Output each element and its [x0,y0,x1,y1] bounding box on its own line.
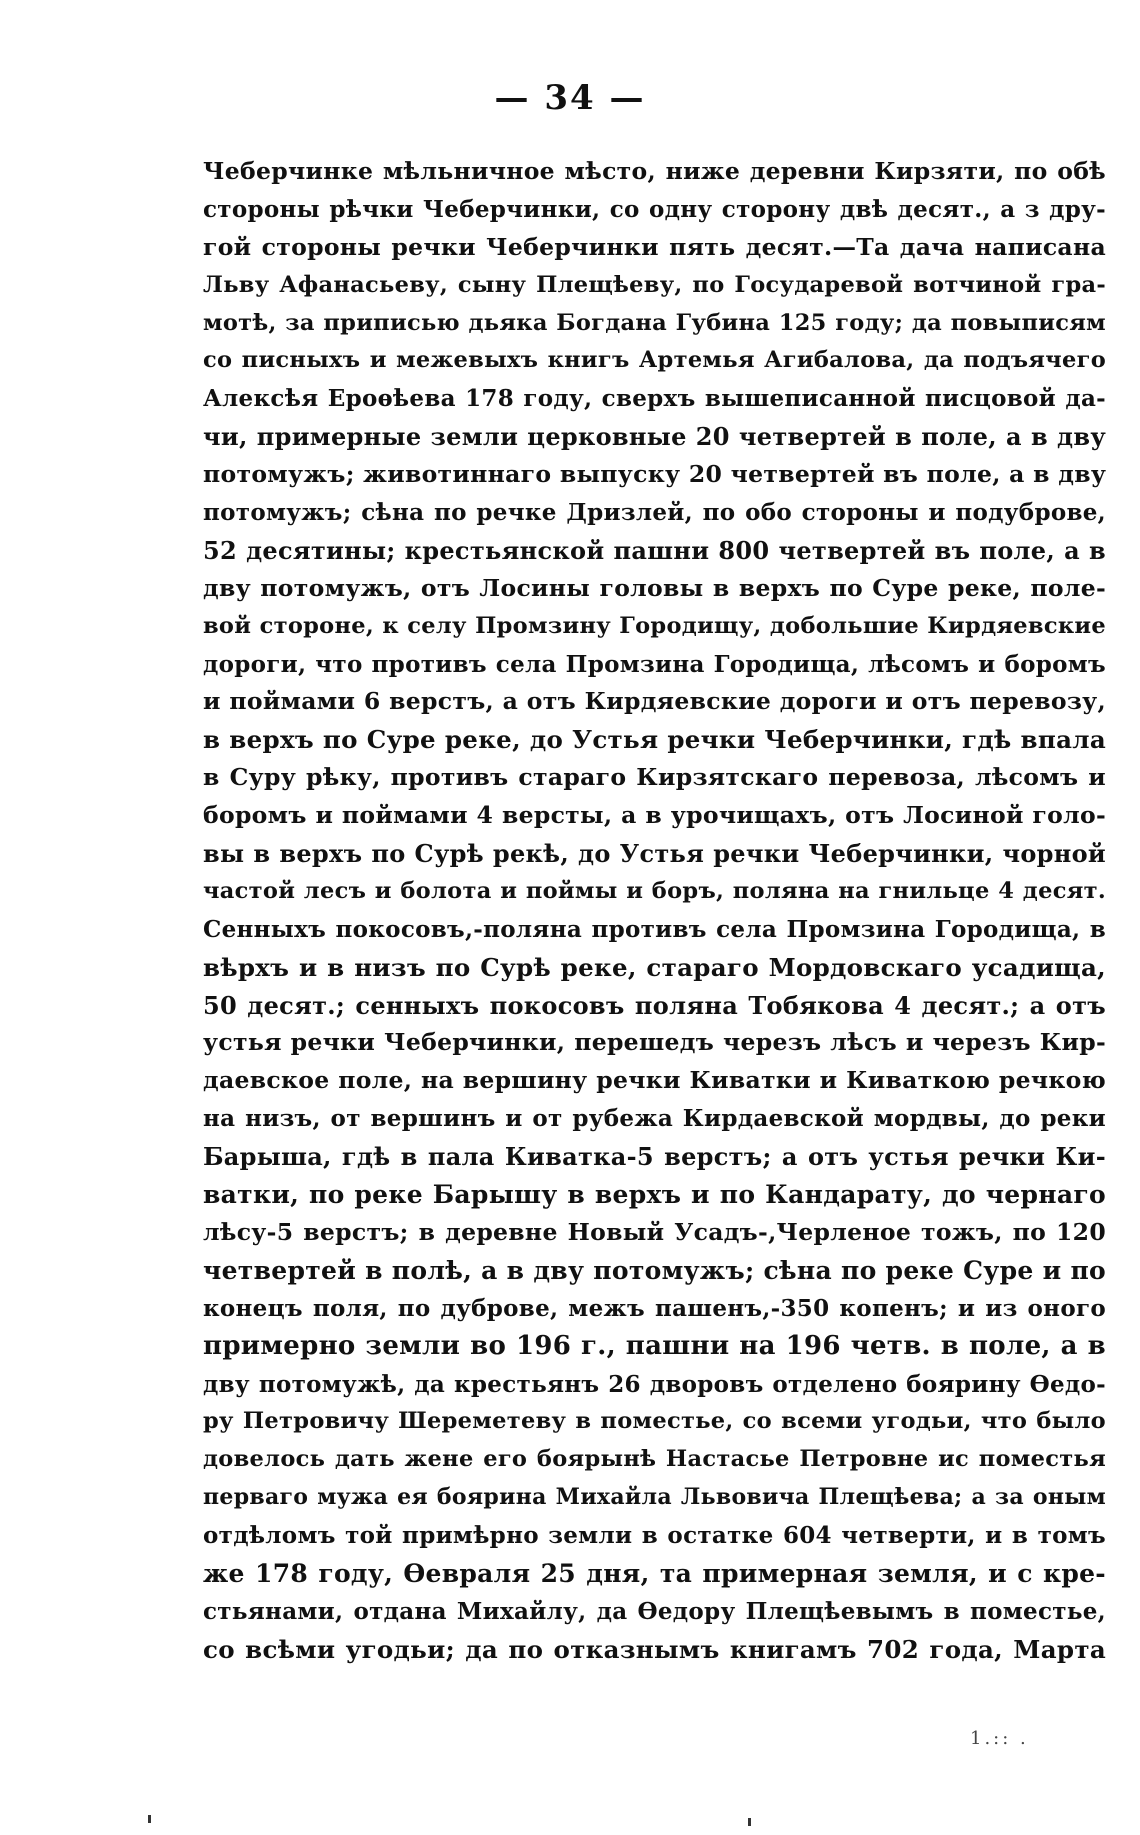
text-line: потомужъ; животиннаго выпуску 20 четвертей въ поле, а в дву [203,460,1107,489]
text-line: в верхъ по Суре реке, до Устья речки Чеберчинки, гдѣ впала [203,725,1106,755]
text-line: гой стороны речки Чеберчинки пять десят.—Та дача написана [203,232,1106,261]
text-line: Льву Афанасьеву, сыну Плещѣеву, по Государевой вотчиной гра- [203,271,1106,298]
text-line: Барыша, гдѣ в пала Киватка-5 верстъ; а отъ устья речки Ки- [203,1142,1106,1172]
text-line: частой лесъ и болота и поймы и боръ, поляна на гнильце 4 десят. [203,877,1106,904]
text-line: четвертей в полѣ, а в дву потомужъ; сѣна по реке Суре и по [203,1255,1107,1285]
scan-speck [748,1818,751,1826]
text-line: стьянами, отдана Михайлу, да Ѳедору Плещѣевымъ в поместье, [203,1597,1106,1625]
page-number: — 34 — [494,78,646,118]
text-line: в Суру рѣку, противъ стараго Кирзятскаго перевоза, лѣсомъ и [203,763,1106,792]
text-line: чи, примерные земли церковные 20 четвертей в поле, а в дву [203,422,1106,452]
text-line: на низъ, от вершинъ и от рубежа Кирдаевской мордвы, до реки [203,1105,1106,1133]
text-line: со всѣми угодьи; да по отказнымъ книгамъ 702 года, Марта [203,1634,1106,1664]
text-line: же 178 году, Ѳевраля 25 дня, та примерная земля, и с кре- [203,1558,1106,1588]
text-line: устья речки Чеберчинки, перешедъ черезъ лѣсъ и черезъ Кир- [203,1028,1106,1057]
text-line: вы в верхъ по Сурѣ рекѣ, до Устья речки Чеберчинки, чорной [203,839,1106,869]
text-line: ватки, по реке Барышу в верхъ и по Кандарату, до чернаго [203,1180,1106,1210]
text-line: стороны рѣчки Чеберчинки, со одну сторону двѣ десят., а з дру- [203,195,1106,223]
text-line: вой стороне, к селу Промзину Городищу, добольшие Кирдяевские [203,612,1106,639]
text-line: со писныхъ и межевыхъ книгъ Артемья Агибалова, да подъячего [203,347,1106,374]
text-line: перваго мужа ея боярина Михайла Львовича Плещѣева; а за оным [203,1484,1106,1511]
text-line: отдѣломъ той примѣрно земли в остатке 604 четверти, и в томъ [203,1522,1106,1550]
text-line: Чеберчинке мѣльничное мѣсто, ниже деревни Кирзяти, по обѣ [203,157,1106,185]
text-line: дву потомужѣ, да крестьянъ 26 дворовъ отделено боярину Ѳедо- [203,1370,1106,1398]
text-line: 50 десят.; сенныхъ покосовъ поляна Тобякова 4 десят.; а отъ [203,990,1106,1020]
text-line: дороги, что противъ села Промзина Городища, лѣсомъ и боромъ [203,650,1106,678]
text-line: довелось дать жене его боярынѣ Настасье Петровне ис поместья [203,1446,1106,1473]
text-line: лѣсу-5 верстъ; в деревне Новый Усадъ-,Черленое тожъ, по 120 [203,1217,1106,1246]
text-line: конецъ поля, по дуброве, межъ пашенъ,-350 копенъ; и из оного [203,1294,1106,1322]
scan-speck [148,1815,151,1823]
text-line: боромъ и поймами 4 версты, а в урочищахъ, отъ Лосиной голо- [203,801,1106,830]
text-line: примерно земли во 196 г., пашни на 196 четв. в поле, а в [203,1330,1106,1361]
text-line: вѣрхъ и в низъ по Сурѣ реке, стараго Мордовскаго усадища, [203,952,1106,982]
text-line: Сенныхъ покосовъ,-поляна противъ села Промзина Городища, в [203,915,1106,943]
text-line: ру Петровичу Шереметеву в поместье, со всеми угодьи, что было [203,1408,1106,1435]
text-line: мотѣ, за приписью дьяка Богдана Губина 125 году; да повыписям [203,309,1106,336]
text-line: и поймами 6 верстъ, а отъ Кирдяевские дороги и отъ перевозу, [203,687,1106,716]
footer-mark: 1.:: . [970,1728,1029,1749]
text-line: 52 десятины; крестьянской пашни 800 четвертей въ поле, а в [203,535,1106,565]
text-line: дву потомужъ, отъ Лосины головы в верхъ по Суре реке, поле- [203,573,1106,602]
page-body-text [203,153,1106,1669]
text-line: потомужъ; сѣна по речке Дризлей, по обо стороны и подуброве, [203,499,1106,527]
text-line: Алексѣя Ероѳѣева 178 году, сверхъ вышеписанной писцовой да- [203,385,1106,413]
text-line: даевское поле, на вершину речки Киватки и Киваткою речкою [203,1066,1106,1095]
